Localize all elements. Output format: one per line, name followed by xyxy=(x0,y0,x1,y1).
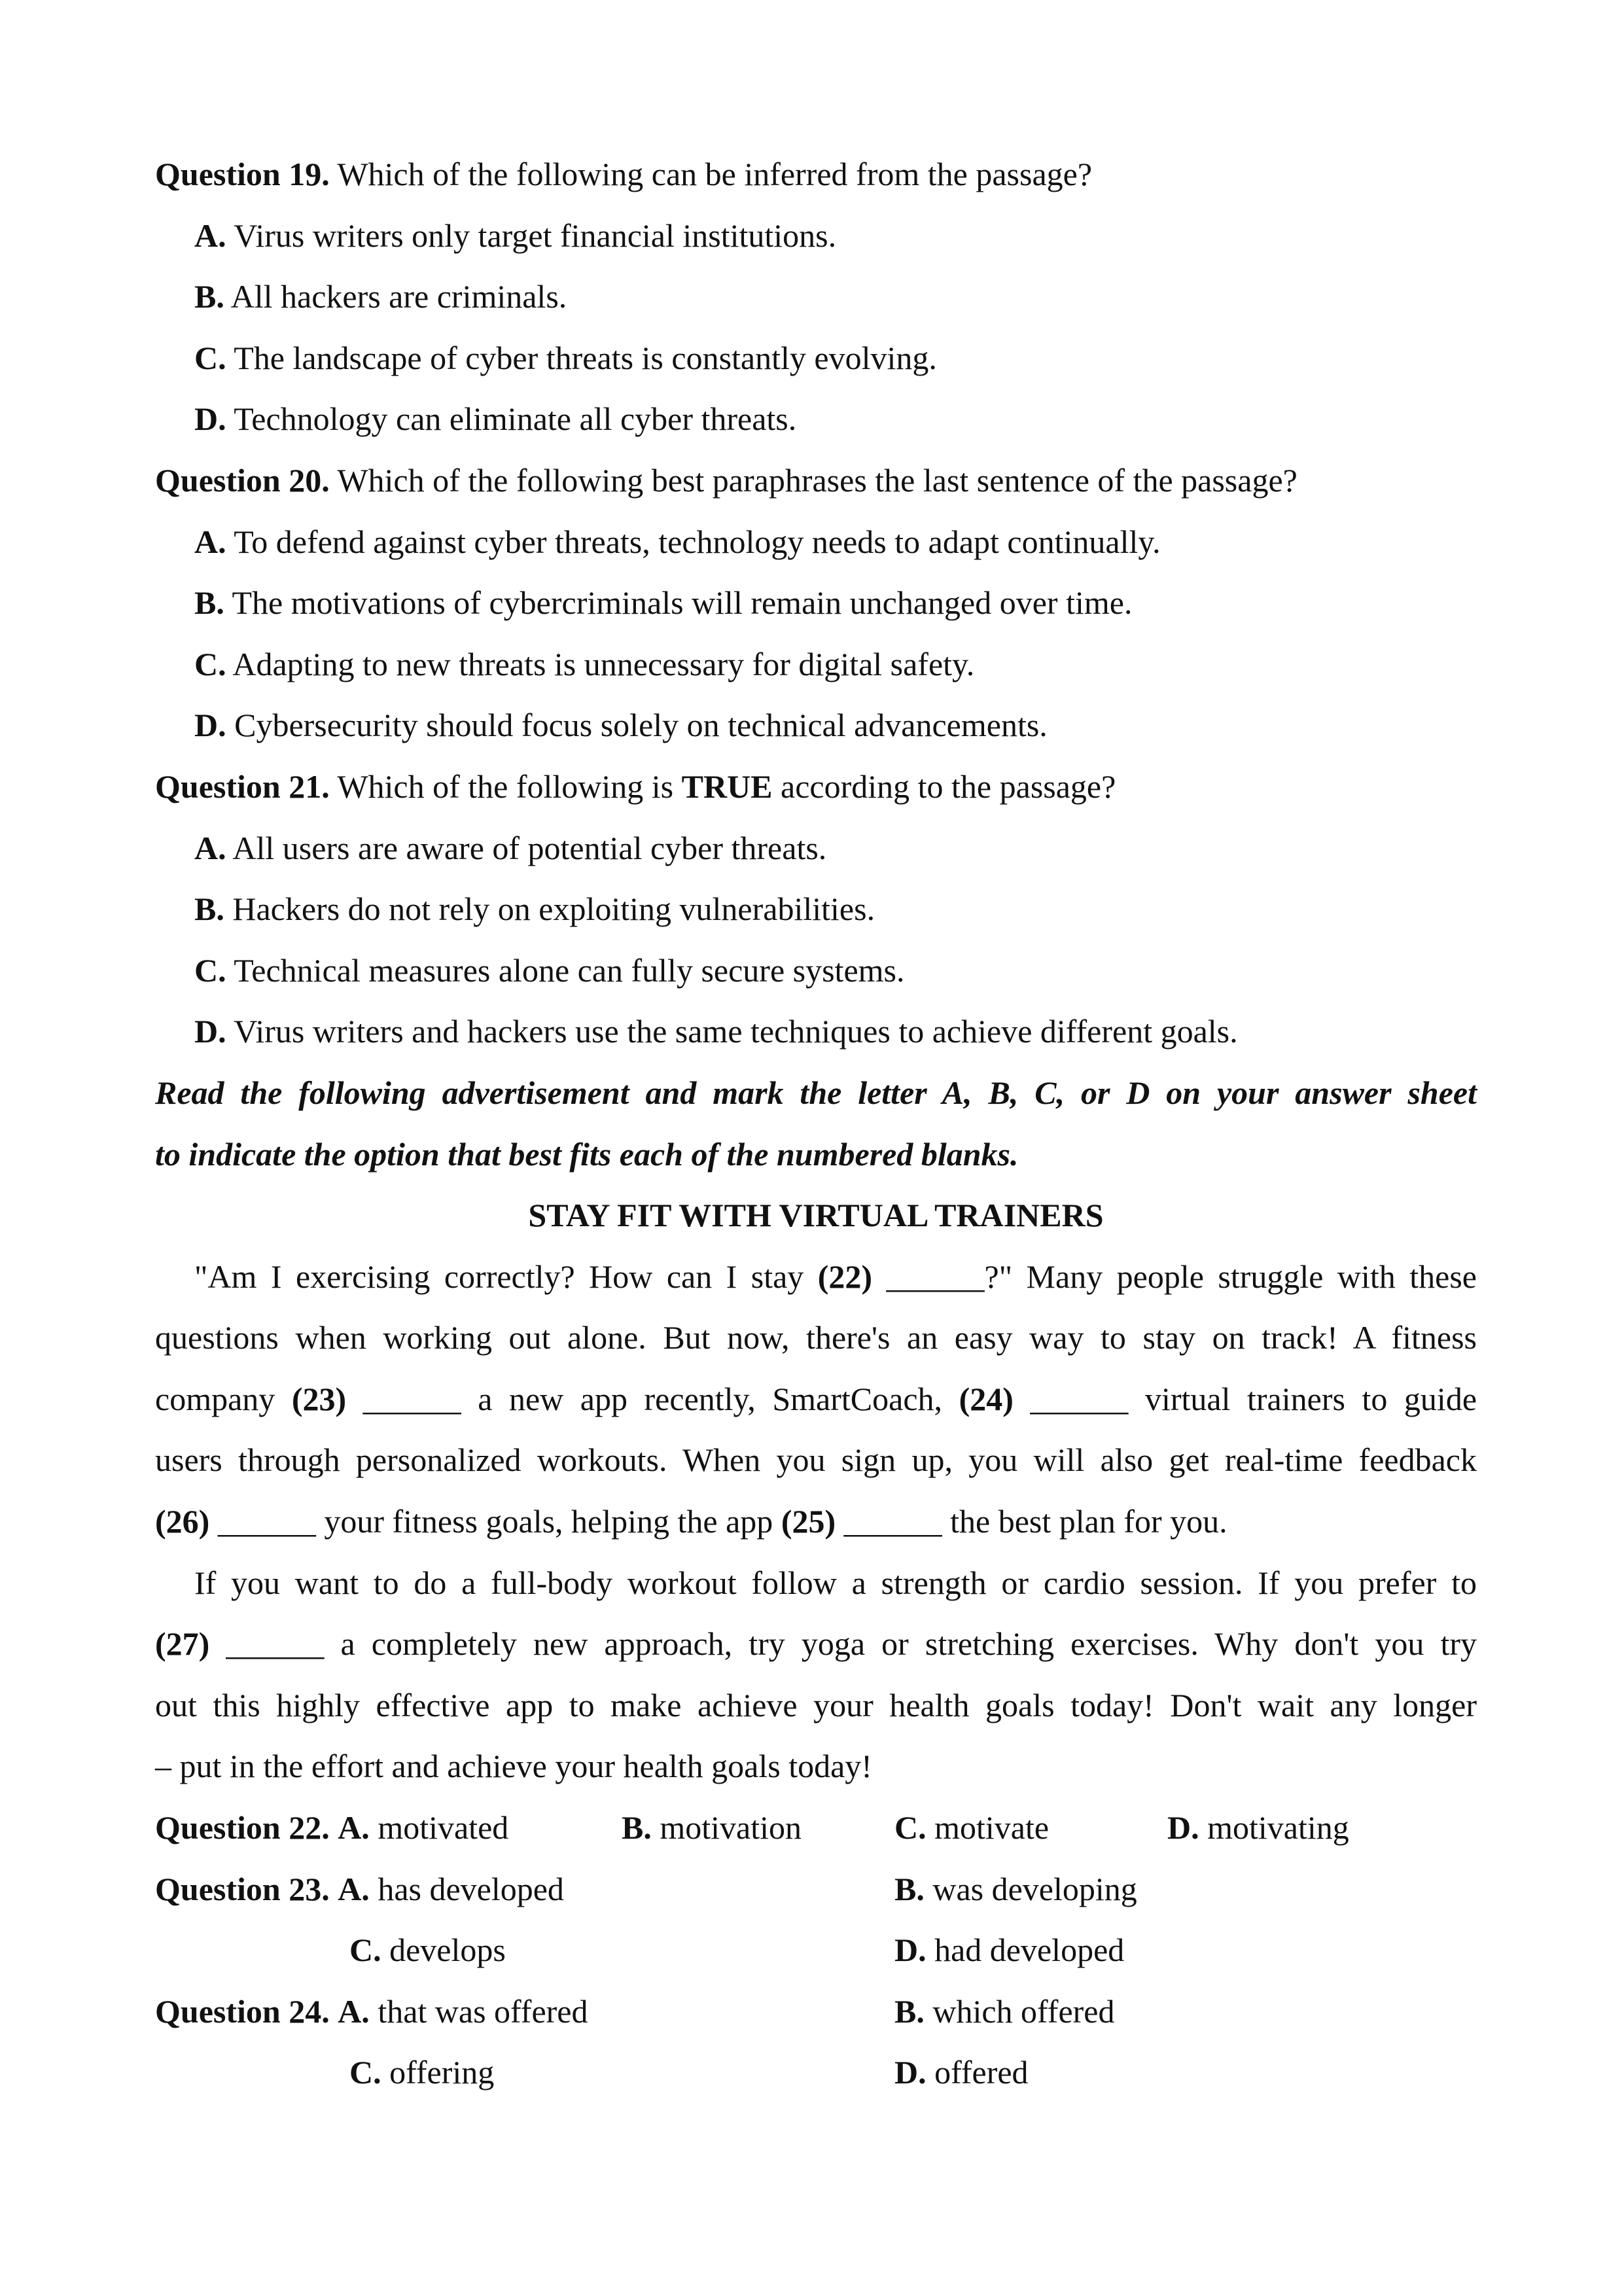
option-letter: B. xyxy=(194,584,224,622)
option-letter: B. xyxy=(194,891,224,928)
ad-title: STAY FIT WITH VIRTUAL TRAINERS xyxy=(528,1197,1104,1234)
blank-25-label: (25) xyxy=(781,1503,836,1540)
question-24-c xyxy=(349,2042,494,2104)
question-23-a xyxy=(155,1859,564,1920)
ad-text: ______ a new app recently, SmartCoach, xyxy=(346,1380,959,1417)
blank-27-label: (27) xyxy=(155,1625,210,1663)
option-letter: B. xyxy=(894,1870,925,1907)
ad-text: "Am I exercising correctly? How can I stay xyxy=(194,1258,818,1295)
blank-24-label: (24) xyxy=(959,1380,1014,1417)
ad-para1-line5 xyxy=(155,1491,1477,1553)
option-letter: D. xyxy=(894,2054,927,2091)
question-text: Which of the following best paraphrases the last sentence of the passage? xyxy=(337,461,1297,499)
option-20-c xyxy=(155,634,1477,696)
option-19-c xyxy=(155,328,1477,389)
option-letter: D. xyxy=(1167,1809,1199,1846)
question-label: Question 22. xyxy=(155,1809,330,1846)
option-text: had developed xyxy=(934,1932,1125,1969)
option-text: Virus writers and hackers use the same techniques to achieve different goals. xyxy=(234,1013,1238,1050)
option-letter: D. xyxy=(194,400,226,438)
option-text: motivating xyxy=(1207,1809,1349,1846)
option-letter: B. xyxy=(894,1992,925,2030)
instruction-line-1: Read the following advertisement and mark the letter A, B, C, or D on your answer sheet xyxy=(155,1074,1477,1111)
option-letter: C. xyxy=(194,951,226,989)
question-label: Question 21. xyxy=(155,768,330,805)
ad-text: ______?" Many people struggle with these xyxy=(872,1258,1477,1295)
question-23-row2 xyxy=(155,1920,1477,1981)
question-text-end: according to the passage? xyxy=(781,768,1116,805)
option-19-a xyxy=(155,205,1477,267)
question-22-b xyxy=(622,1797,802,1859)
option-text: Technical measures alone can fully secure systems. xyxy=(234,951,905,989)
question-emphasis: TRUE xyxy=(681,768,773,805)
question-text: Which of the following can be inferred from the passage? xyxy=(337,156,1093,192)
ad-para2-line4: – put in the effort and achieve your health goals today! xyxy=(155,1748,872,1785)
option-text: Virus writers only target financial institutions. xyxy=(234,217,837,254)
option-letter: A. xyxy=(338,1992,370,2030)
option-text: Technology can eliminate all cyber threats. xyxy=(234,400,797,438)
option-letter: A. xyxy=(194,217,226,254)
option-text: motivate xyxy=(934,1809,1050,1846)
question-24-row2 xyxy=(155,2042,1477,2104)
option-text: Cybersecurity should focus solely on technical advancements. xyxy=(234,707,1048,744)
question-24-d xyxy=(894,2042,1029,2104)
ad-text: ______ a completely new approach, try yoga or stretching exercises. Why don't you try xyxy=(209,1625,1477,1663)
option-letter: D. xyxy=(894,1932,927,1969)
ad-para2-line2 xyxy=(155,1614,1477,1675)
question-22-a xyxy=(155,1797,508,1859)
question-23-c xyxy=(349,1920,506,1981)
question-22-c xyxy=(894,1797,1049,1859)
blank-26-label: (26) xyxy=(155,1503,210,1540)
option-text: The motivations of cybercriminals will remain unchanged over time. xyxy=(232,584,1133,622)
option-20-b xyxy=(155,573,1477,634)
question-23-b xyxy=(894,1859,1137,1920)
ad-para2-line3: out this highly effective app to make achieve your health goals today! Don't wait any longer xyxy=(155,1686,1477,1723)
option-text: develops xyxy=(389,1932,506,1969)
exam-page xyxy=(155,144,1477,2104)
question-23-row1 xyxy=(155,1859,1477,1920)
ad-para1-line3 xyxy=(155,1369,1477,1430)
option-20-d xyxy=(155,695,1477,756)
option-letter: D. xyxy=(194,707,226,744)
question-label: Question 19. xyxy=(155,156,330,192)
ad-text: ______ virtual trainers to guide xyxy=(1013,1380,1477,1417)
option-text: offered xyxy=(934,2054,1029,2091)
option-text: offering xyxy=(389,2054,495,2091)
option-19-b xyxy=(155,266,1477,328)
option-19-d xyxy=(155,389,1477,450)
option-letter: C. xyxy=(194,645,226,682)
option-text: which offered xyxy=(932,1992,1115,2030)
option-letter: C. xyxy=(349,2054,381,2091)
ad-text: ______ your fitness goals, helping the app xyxy=(209,1503,781,1540)
option-letter: C. xyxy=(349,1932,381,1969)
option-text: The landscape of cyber threats is constantly evolving. xyxy=(234,339,937,376)
option-21-a xyxy=(155,818,1477,879)
question-label: Question 20. xyxy=(155,461,330,499)
option-text: has developed xyxy=(378,1870,564,1907)
option-letter: C. xyxy=(194,339,226,376)
option-text: All hackers are criminals. xyxy=(230,278,567,315)
ad-para1-line2: questions when working out alone. But now, there's an easy way to stay on track! A fitness xyxy=(155,1319,1477,1356)
question-24-a xyxy=(155,1981,588,2043)
option-letter: A. xyxy=(194,523,226,560)
option-letter: B. xyxy=(194,278,224,315)
option-letter: D. xyxy=(194,1013,226,1050)
option-text: was developing xyxy=(932,1870,1137,1907)
option-letter: A. xyxy=(338,1870,370,1907)
instruction-line-2: to indicate the option that best fits each of the numbered blanks. xyxy=(155,1135,1019,1173)
ad-text: company xyxy=(155,1380,292,1417)
option-letter: A. xyxy=(194,829,226,866)
question-21-stem xyxy=(155,756,1477,818)
question-label: Question 24. xyxy=(155,1992,330,2030)
option-text: Adapting to new threats is unnecessary for digital safety. xyxy=(232,645,975,682)
question-label: Question 23. xyxy=(155,1870,330,1907)
ad-para2-line1: If you want to do a full-body workout follow a strength or cardio session. If you prefer to xyxy=(194,1564,1477,1601)
option-21-d xyxy=(155,1001,1477,1063)
option-text: motivated xyxy=(378,1809,509,1846)
question-19-stem xyxy=(155,144,1477,205)
question-23-d xyxy=(894,1920,1124,1981)
option-20-a xyxy=(155,512,1477,573)
option-text: To defend against cyber threats, technology needs to adapt continually. xyxy=(234,523,1161,560)
blank-23-label: (23) xyxy=(291,1380,347,1417)
option-letter: A. xyxy=(338,1809,370,1846)
option-text: motivation xyxy=(660,1809,802,1846)
option-text: All users are aware of potential cyber threats. xyxy=(232,829,827,866)
question-22 xyxy=(155,1797,1477,1859)
option-21-c xyxy=(155,940,1477,1002)
question-22-d xyxy=(1167,1797,1349,1859)
question-24-b xyxy=(894,1981,1114,2043)
ad-para1-line1 xyxy=(155,1246,1477,1308)
option-text: that was offered xyxy=(378,1992,588,2030)
blank-22-label: (22) xyxy=(817,1258,873,1295)
ad-para1-line4: users through personalized workouts. When you sign up, you will also get real-time feedback xyxy=(155,1441,1477,1479)
ad-text: ______ the best plan for you. xyxy=(836,1503,1227,1540)
option-21-b xyxy=(155,879,1477,940)
option-letter: B. xyxy=(622,1809,652,1846)
question-20-stem xyxy=(155,450,1477,512)
question-text: Which of the following is xyxy=(337,768,674,805)
option-text: Hackers do not rely on exploiting vulnerabilities. xyxy=(232,891,875,928)
option-letter: C. xyxy=(894,1809,927,1846)
question-24-row1 xyxy=(155,1981,1477,2043)
